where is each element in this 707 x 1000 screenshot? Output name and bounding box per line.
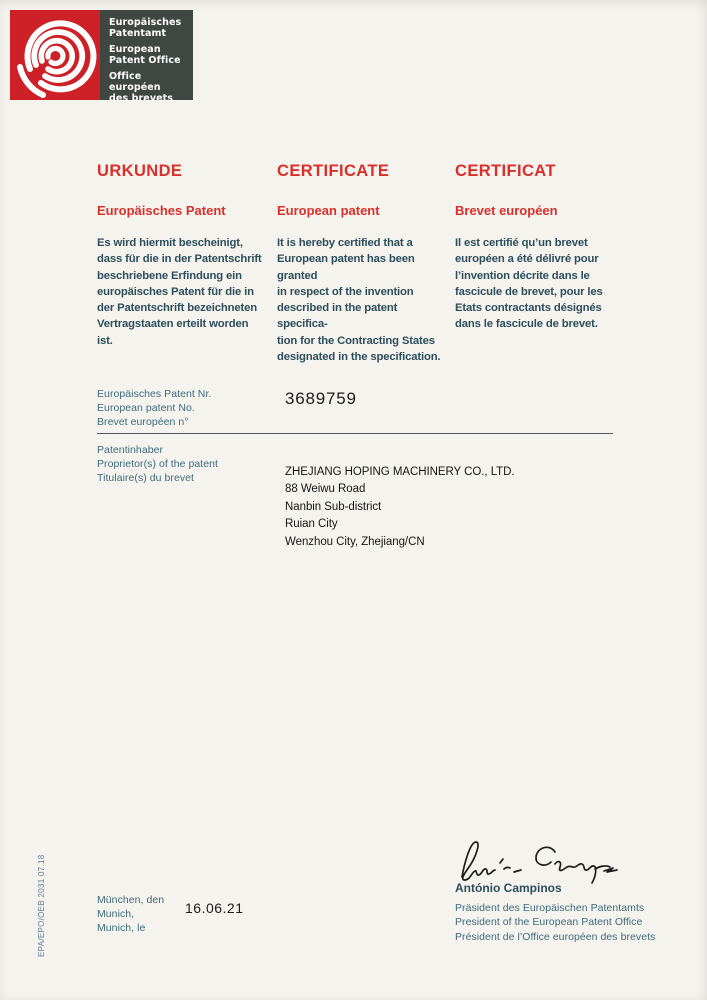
column-english <box>277 160 449 365</box>
subheading-english: European patent <box>277 203 380 218</box>
logo-red-panel <box>10 10 100 100</box>
subheading-french: Brevet européen <box>455 203 558 218</box>
signature-icon <box>448 835 638 885</box>
epo-logo <box>10 10 193 104</box>
body-text-english: It is hereby certified that a European patent has been granted in respect of the invention described in the patent specifica- tion for the Contracting States designated in the specification. <box>277 237 441 364</box>
column-french <box>455 160 635 333</box>
divider-line <box>97 433 613 434</box>
org-name-english: European Patent Office <box>109 44 181 66</box>
heading-french: CERTIFICAT <box>455 162 556 180</box>
patent-number-value: 3689759 <box>285 389 357 408</box>
patent-number-labels: Europäisches Patent Nr. European patent No. Brevet européen n° <box>97 388 212 428</box>
form-code: EPA/EPO/OEB 2031 07.18 <box>37 854 46 957</box>
place-labels: München, den Munich, Munich, le <box>97 894 165 934</box>
epo-spiral-icon <box>10 10 100 100</box>
heading-english: CERTIFICATE <box>277 162 390 180</box>
org-name-german: Europäisches Patentamt <box>109 17 182 39</box>
proprietor-labels: Patentinhaber Proprietor(s) of the patent Titulaire(s) du brevet <box>97 444 218 484</box>
subheading-german: Europäisches Patent <box>97 203 226 218</box>
issue-date: 16.06.21 <box>185 900 244 916</box>
heading-german: URKUNDE <box>97 162 183 180</box>
org-name-french: Office européen des brevets <box>109 71 174 104</box>
column-german <box>97 160 267 349</box>
logo-text-panel <box>100 10 193 104</box>
signatory-titles: Präsident des Europäischen Patentamts President of the European Patent Office Président de l’Office européen des brevets <box>455 902 656 943</box>
body-text-french: Il est certifié qu’un brevet européen a été délivré pour l’invention décrite dans le fascicule de brevet, pour les Etats contractants désignés dans le fascicule de brevet. <box>455 237 603 331</box>
body-text-german: Es wird hiermit bescheinigt, dass für die in der Patentschrift beschriebene Erfindung ein europäisches Patent für die in der Patentschrift bezeichneten Vertragstaaten erteilt worden ist. <box>97 237 262 347</box>
signatory-name: António Campinos <box>455 881 562 895</box>
proprietor-address: ZHEJIANG HOPING MACHINERY CO., LTD. 88 Weiwu Road Nanbin Sub-district Ruian City Wenzhou City, Zhejiang/CN <box>285 466 515 548</box>
